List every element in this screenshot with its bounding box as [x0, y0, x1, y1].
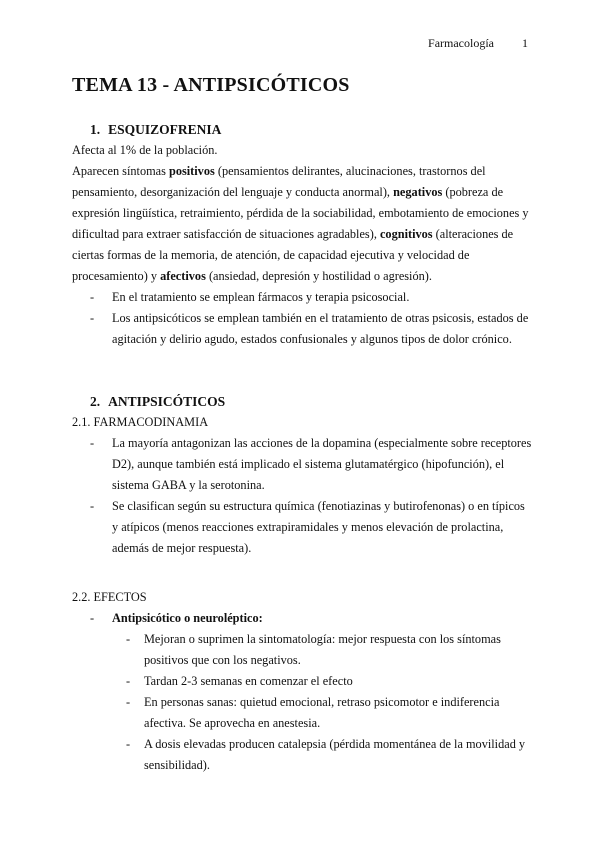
section-number: 1. — [90, 122, 101, 137]
list-item: - Los antipsicóticos se emplean también en el tratamiento de otras psicosis, estados de agitación y delirio agudo, estados confusionales y algunos tipos de dolor crónico. — [72, 308, 534, 350]
subsection-heading-farmacodinamia: 2.1. FARMACODINAMIA — [72, 415, 209, 429]
term-cognitivos: cognitivos — [379, 227, 433, 241]
list-item: - Mejoran o suprimen la sintomatología: mejor respuesta con los síntomas positivos que con los negativos. — [72, 629, 534, 671]
section-number: 2. — [90, 394, 101, 409]
bullet-list-farmacodinamia — [72, 433, 534, 559]
symptoms-paragraph: Aparecen síntomas positivos (pensamientos delirantes, alucinaciones, trastornos del pensamiento, desorganización del lenguaje y conducta anormal), negativos (pobreza de expresión lingüística, retraimiento, pérdida de la sociabilidad, embotamiento de emociones y dificultad para extraer satisfacción de situaciones agradables), cognitivos (alteraciones de ciertas formas de la memoria, de atención, de capacidad ejecutiva y velocidad de procesamiento) y afectivos (ansiedad, depresión y hostilidad o agresión). — [72, 164, 529, 283]
list-item: - Se clasifican según su estructura química (fenotiazinas y butirofenonas) o en típicos y atípicos (menos reacciones extrapiramidales y menos elevación de prolactina, además de mejor respuesta). — [72, 496, 534, 559]
term-afectivos: afectivos — [160, 269, 206, 283]
page-title: TEMA 13 - ANTIPSICÓTICOS — [72, 74, 350, 96]
bullet-list-efectos — [72, 608, 534, 629]
page-header — [428, 36, 528, 51]
term-negativos: negativos — [393, 185, 443, 199]
list-item: - Tardan 2-3 semanas en comenzar el efecto — [72, 671, 534, 692]
section-title: ANTIPSICÓTICOS — [108, 394, 226, 409]
term-positivos: positivos — [168, 164, 215, 178]
document-body — [72, 118, 534, 776]
list-item: - La mayoría antagonizan las acciones de la dopamina (especialmente sobre receptores D2), aunque también está implicado el sistema glutamatérgico (hipofunción), el sistema GABA y la serotonina. — [72, 433, 534, 496]
list-item: - A dosis elevadas producen catalepsia (pérdida momentánea de la movilidad y sensibilidad). — [72, 734, 534, 776]
section-title: ESQUIZOFRENIA — [108, 122, 222, 137]
intro-text: Afecta al 1% de la población. — [72, 143, 218, 157]
section-heading-antipsicoticos — [90, 390, 534, 412]
header-page-number: 1 — [522, 36, 528, 50]
subsection-heading-efectos: 2.2. EFECTOS — [72, 590, 147, 604]
list-item: - En el tratamiento se emplean fármacos y terapia psicosocial. — [72, 287, 534, 308]
section-heading-esquizofrenia — [90, 118, 534, 140]
sub-bullet-list-efectos — [72, 629, 534, 776]
effect-title: Antipsicótico o neuroléptico: — [112, 611, 263, 625]
bullet-list-esquizofrenia — [72, 287, 534, 350]
list-item — [72, 608, 534, 629]
list-item: - En personas sanas: quietud emocional, retraso psicomotor e indiferencia afectiva. Se aprovecha en anestesia. — [72, 692, 534, 734]
header-subject: Farmacología — [428, 36, 494, 50]
